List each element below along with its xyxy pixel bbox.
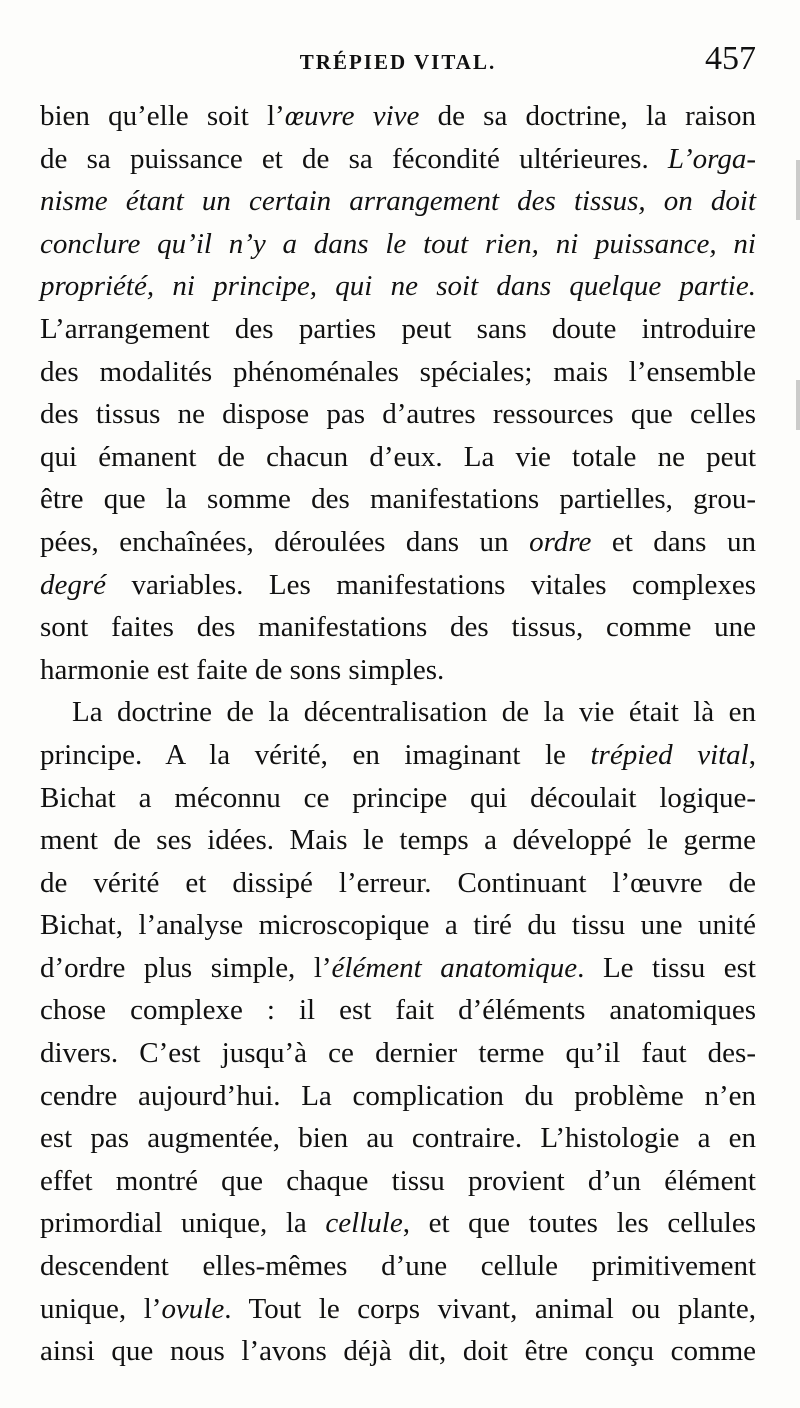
text-line [40, 564, 756, 607]
text-line [40, 606, 756, 649]
page-header [40, 40, 756, 90]
text-line [40, 95, 756, 138]
text-line [40, 265, 756, 308]
text-line [40, 138, 756, 181]
text-segment: variables. Les manifestations vitales complexes [106, 568, 756, 601]
text-line [40, 819, 756, 862]
italic-segment: trépied vital [590, 738, 749, 771]
text-line [40, 989, 756, 1032]
text-segment: est pas augmentée, bien au contraire. L’histologie a en [40, 1122, 756, 1155]
text-segment: cendre aujourd’hui. La complication du problème n’en [40, 1079, 756, 1112]
text-line [40, 1117, 756, 1160]
italic-segment: ovule [161, 1292, 225, 1325]
text-segment: qui émanent de chacun d’eux. La vie totale ne peut [40, 440, 756, 473]
text-line [40, 478, 756, 521]
text-line [40, 691, 756, 734]
text-line [40, 436, 756, 479]
text-segment: harmonie est faite de sons simples. [40, 653, 445, 686]
italic-segment: œuvre vive [284, 100, 420, 132]
text-segment: effet montré que chaque tissu provient d’un élément [40, 1164, 756, 1197]
text-segment: sont faites des manifestations des tissus, comme une [40, 611, 756, 644]
text-line [40, 734, 756, 777]
text-segment: de vérité et dissipé l’erreur. Continuant l’œuvre de [40, 866, 756, 899]
italic-segment: propriété, ni principe, qui ne soit dans quelque partie. [40, 270, 756, 303]
italic-segment: nisme étant un certain arrangement des tissus, on doit [40, 185, 756, 218]
text-line [40, 649, 756, 692]
running-title: TRÉPIED VITAL. [299, 50, 497, 74]
text-line [40, 862, 756, 905]
text-segment: unique, l’ [40, 1292, 162, 1325]
text-line [40, 180, 756, 223]
text-segment: , et que toutes les cellules [402, 1207, 756, 1240]
text-segment: des modalités phénoménales spéciales; mais l’ensemble [40, 355, 756, 388]
body-text [40, 95, 756, 1373]
text-line [40, 1075, 756, 1118]
text-line [40, 947, 756, 990]
text-line [40, 1245, 756, 1288]
italic-segment: L’orga- [667, 142, 756, 175]
text-segment: bien qu’elle soit l’ [40, 100, 285, 132]
text-line [40, 777, 756, 820]
text-segment: , [748, 738, 756, 771]
text-line [40, 1330, 756, 1373]
italic-segment: élément anatomique [331, 951, 578, 984]
text-segment: L’arrangement des parties peut sans doute introduire [40, 312, 756, 345]
text-segment: Bichat a méconnu ce principe qui découlait logique- [40, 781, 756, 814]
text-line [40, 223, 756, 266]
page-edge-shadow [796, 380, 800, 430]
text-segment: être que la somme des manifestations partielles, grou- [40, 483, 756, 516]
text-segment: divers. C’est jusqu’à ce dernier terme qu’il faut des- [40, 1037, 756, 1070]
text-line [40, 1288, 756, 1331]
text-segment: ainsi que nous l’avons déjà dit, doit être conçu comme [40, 1335, 756, 1368]
text-line [40, 393, 756, 436]
italic-segment: conclure qu’il n’y a dans le tout rien, ni puissance, ni [40, 227, 756, 260]
text-line [40, 351, 756, 394]
text-segment: et dans un [591, 525, 756, 558]
text-segment: de sa doctrine, la raison [419, 100, 757, 132]
text-line [40, 308, 756, 351]
text-line [40, 1202, 756, 1245]
text-line [40, 1032, 756, 1075]
text-line [40, 904, 756, 947]
page-edge-shadow [796, 160, 800, 220]
text-segment: pées, enchaînées, déroulées dans un [40, 525, 530, 558]
text-segment: Bichat, l’analyse microscopique a tiré du tissu une unité [40, 909, 756, 942]
page-number: 457 [705, 40, 756, 77]
text-segment: de sa puissance et de sa fécondité ultérieures. [40, 142, 668, 175]
italic-segment: ordre [529, 525, 592, 558]
text-segment: des tissus ne dispose pas d’autres ressources que celles [40, 398, 756, 431]
text-line [40, 1160, 756, 1203]
text-segment: . Tout le corps vivant, animal ou plante, [224, 1292, 756, 1325]
text-segment: La doctrine de la décentralisation de la vie était là en [72, 696, 756, 729]
text-line [40, 521, 756, 564]
text-segment: descendent elles-mêmes d’une cellule primitivement [40, 1250, 756, 1283]
italic-segment: degré [40, 568, 107, 601]
text-segment: ment de ses idées. Mais le temps a développé le germe [40, 824, 756, 857]
italic-segment: cellule [325, 1207, 403, 1240]
text-segment: primordial unique, la [40, 1207, 326, 1240]
text-segment: chose complexe : il est fait d’éléments anatomiques [40, 994, 756, 1027]
text-segment: d’ordre plus simple, l’ [40, 951, 332, 984]
text-segment: . Le tissu est [577, 951, 756, 984]
text-segment: principe. A la vérité, en imaginant le [40, 738, 591, 771]
